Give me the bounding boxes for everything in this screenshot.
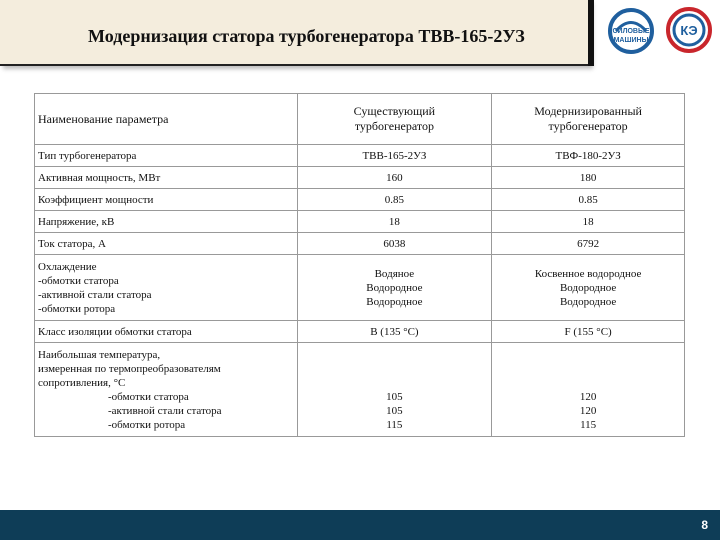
table-header-row <box>35 94 685 145</box>
row-label: Напряжение, кВ <box>35 211 298 233</box>
logo-ke-text: КЭ <box>680 23 698 38</box>
header-modernized: Модернизированный турбогенератор <box>492 94 685 145</box>
existing-value: 0.85 <box>297 189 492 211</box>
existing-value: Водяное Водородное Водородное <box>297 255 492 321</box>
header-parameter: Наименование параметра <box>35 94 298 145</box>
row-label: Тип турбогенератора <box>35 145 298 167</box>
row-label: Охлаждение -обмотки статора -активной стали статора -обмотки ротора <box>35 255 298 321</box>
existing-value: B (135 °C) <box>297 321 492 343</box>
page-number: 8 <box>701 518 708 532</box>
table-row <box>35 167 685 189</box>
title-band <box>0 0 590 66</box>
modernized-value-cell <box>492 343 685 437</box>
existing-value: 6038 <box>297 233 492 255</box>
modernized-value: Косвенное водородное Водородное Водородное <box>492 255 685 321</box>
row-label: Наибольшая температура, измеренная по термопреобразователям сопротивления, °С <box>38 348 221 389</box>
row-sublabels: -обмотки статора -активной стали статора -обмотки ротора <box>108 390 222 431</box>
row-label: Класс изоляции обмотки статора <box>35 321 298 343</box>
modernized-value: 120 120 115 <box>579 391 597 431</box>
row-label: Коэффициент мощности <box>35 189 298 211</box>
footer-bar <box>0 510 720 540</box>
slide-title: Модернизация статора турбогенератора ТВВ-165-2УЗ <box>88 26 525 46</box>
table-row <box>35 321 685 343</box>
logo-text-1: СИЛОВЫЕ <box>612 28 650 35</box>
power-machines-logo-icon <box>606 6 656 62</box>
logo-text-2: МАШИНЫ <box>613 37 649 44</box>
table-row <box>35 211 685 233</box>
existing-value: 105 105 115 <box>386 391 403 431</box>
header-divider <box>588 0 594 66</box>
row-label-cell <box>35 343 298 437</box>
modernized-value: 0.85 <box>492 189 685 211</box>
parameters-table <box>34 93 685 437</box>
modernized-value: 6792 <box>492 233 685 255</box>
modernized-value: 180 <box>492 167 685 189</box>
table-row <box>35 255 685 321</box>
modernized-value: 18 <box>492 211 685 233</box>
row-label: Ток статора, А <box>35 233 298 255</box>
table-row <box>35 343 685 437</box>
ke-logo-icon <box>664 4 714 60</box>
table-row <box>35 145 685 167</box>
modernized-value: F (155 °C) <box>492 321 685 343</box>
modernized-value: ТВФ-180-2УЗ <box>492 145 685 167</box>
existing-value: ТВВ-165-2УЗ <box>297 145 492 167</box>
existing-value: 18 <box>297 211 492 233</box>
row-label: Активная мощность, МВт <box>35 167 298 189</box>
existing-value-cell <box>297 343 492 437</box>
existing-value: 160 <box>297 167 492 189</box>
table-row <box>35 233 685 255</box>
header-existing: Существующий турбогенератор <box>297 94 492 145</box>
table-row <box>35 189 685 211</box>
slide-header <box>0 0 720 75</box>
